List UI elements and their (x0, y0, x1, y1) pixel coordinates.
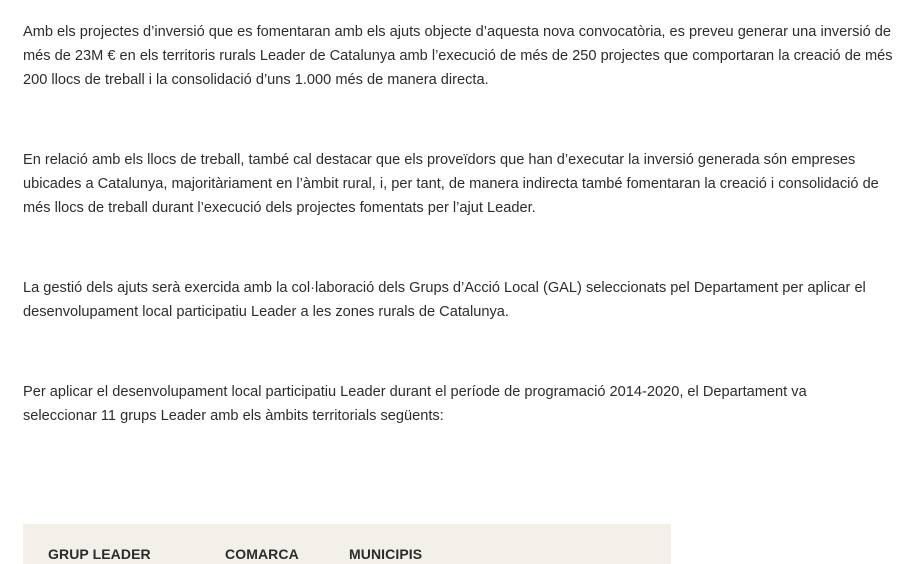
paragraph-groups: Per aplicar el desenvolupament local participatiu Leader durant el període de programació 2014-2020, el Departament va seleccionar 11 grups Leader amb els àmbits territorials següents: (23, 384, 807, 424)
column-header-comarca: COMARCA (225, 546, 299, 562)
leader-groups-table (23, 524, 671, 564)
paragraph-jobs: En relació amb els llocs de treball, també cal destacar que els proveïdors que han d’executar la inversió generada són empreses ubicades a Catalunya, majoritàriament en l’àmbit rural, i, per tant, de manera indirecta també fomentaran la creació i consolidació de més llocs de treball durant l’execució dels projectes fomentats per l’ajut Leader. (23, 152, 879, 216)
column-header-municipis: MUNICIPIS (349, 546, 423, 562)
paragraph-management: La gestió dels ajuts serà exercida amb la col·laboració dels Grups d’Acció Local (GAL) seleccionats pel Departament per aplicar el desenvolupament local participatiu Leader a les zones rurals de Catalunya. (23, 280, 866, 320)
paragraph-investment: Amb els projectes d’inversió que es fomentaran amb els ajuts objecte d’aquesta nova convocatòria, es preveu generar una inversió de més de 23M € en els territoris rurals Leader de Catalunya amb l’execució de més de 250 projectes que comportaran la creació de més 200 llocs de treball i la consolidació d’uns 1.000 més de manera directa. (23, 24, 893, 88)
column-header-grup-leader: GRUP LEADER (48, 546, 151, 562)
